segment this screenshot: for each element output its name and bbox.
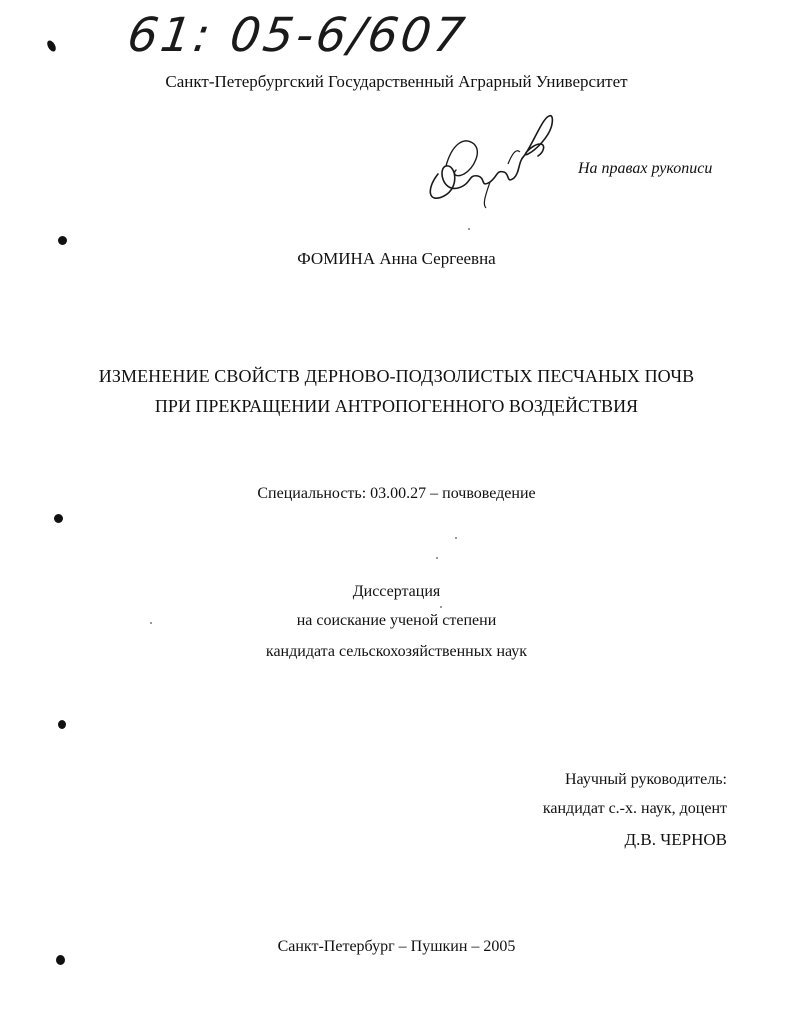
author-name: ФОМИНА Анна Сергеевна (297, 249, 496, 268)
speck (440, 606, 442, 608)
signature (416, 104, 566, 214)
degree-name: кандидата сельскохозяйственных наук (265, 643, 528, 660)
degree-purpose: на соискание ученой степени (296, 612, 497, 629)
specialty: Специальность: 03.00.27 – почвоведение (257, 485, 536, 502)
supervisor-label: Научный руководитель: (564, 771, 727, 788)
dissertation-label: Диссертация (352, 583, 441, 600)
binding-mark-4 (58, 720, 66, 729)
binding-mark-2 (58, 236, 67, 245)
supervisor-degree: кандидат с.-х. наук, доцент (542, 800, 727, 817)
dissertation-title-line-1: ИЗМЕНЕНИЕ СВОЙСТВ ДЕРНОВО-ПОДЗОЛИСТЫХ ПЕСЧАНЫХ ПОЧВ (98, 366, 695, 386)
binding-mark-1 (45, 39, 57, 53)
supervisor-name: Д.В. ЧЕРНОВ (624, 830, 727, 849)
binding-mark-3 (54, 514, 63, 523)
city-year: Санкт-Петербург – Пушкин – 2005 (277, 938, 516, 955)
dissertation-title-line-2: ПРИ ПРЕКРАЩЕНИИ АНТРОПОГЕННОГО ВОЗДЕЙСТВИЯ (154, 396, 639, 416)
speck (468, 228, 470, 230)
manuscript-rights: На правах рукописи (578, 160, 713, 177)
archive-number: 61: 05-6/607 (124, 8, 471, 63)
speck (455, 537, 457, 539)
university-name: Санкт-Петербургский Государственный Аграрный Университет (165, 72, 628, 91)
binding-mark-5 (56, 955, 65, 965)
speck (436, 557, 438, 559)
